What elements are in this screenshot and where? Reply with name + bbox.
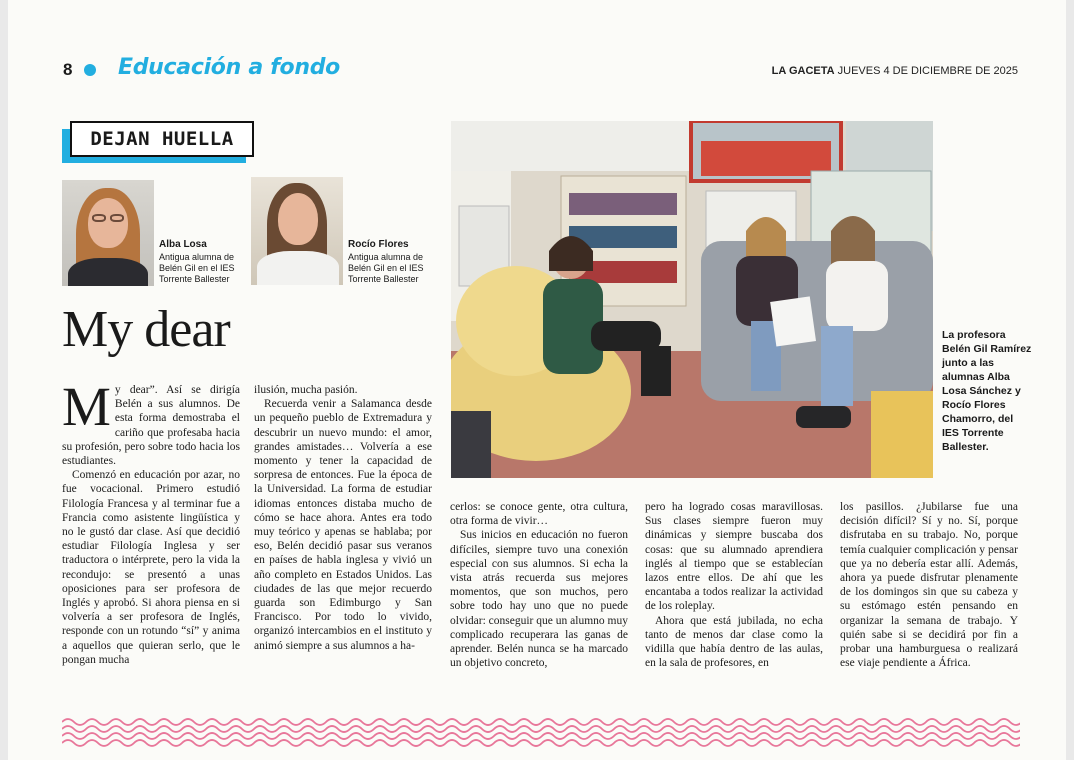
portrait-photo-rocio <box>251 177 343 285</box>
paragraph: ilusión, mucha pasión. <box>254 384 358 396</box>
paragraph: cerlos: se conoce gente, otra cultura, otra forma de vivir… <box>450 501 628 528</box>
portrait-photo-alba <box>62 180 154 286</box>
paragraph: Recuerda venir a Salamanca desde un pequeño pueblo de Extremadura y descubrir un nuevo mundo: el amor, grandes amistades… Volvería a ese momento y tener la capacidad de sorpresa de entonces. Fue la época de la Universidad. La forma de estudiar idiomas entonces distaba mucho de cómo se hace ahora. Antes era todo muy teórico y apenas se hablaba; por eso, Belén decidió pasar sus veranos en países de habla inglesa y vivió un año completo en Estados Unidos. Las ciudades de las que mejor recuerdo guarda son Edimburgo y San Francisco. Por todo lo vivido, organizó intercambios en el instituto y animó siempre a sus alumnos a ha- <box>254 398 432 652</box>
drop-cap: M <box>62 376 111 437</box>
paragraph: pero ha logrado cosas maravillosas. Sus clases siempre fueron muy dinámicas y siempre buscaba dos cosas: que su alumnado aprendiera inglés al tiempo que se establecían lazos entre ellos. De ahí que les encantaba a todos realizar la actividad de los roleplay. <box>645 501 823 613</box>
paragraph: Comenzó en educación por azar, no fue vocacional. Primero estudió Filología Francesa y al terminar fue a Francia como asistente lingüística y no le gustó dar clase. Así que decidió estudiar Filología Inglesa y ser traductora o intérprete, pero la vida la recondujo: se presentó a unas oposiciones para ser profesora de Inglés y aprobó. Si ahora piensa en si volvería a ser profesora de Inglés, responde con un rotundo “sí” y anima a aquellos que quieran serlo, que le pongan mucha <box>62 469 240 666</box>
newspaper-page <box>8 0 1066 760</box>
paragraph-text: y dear”. Así se dirigía Belén a sus alumnos. De esta forma demostraba el cariño que profesaba hacia su profesión, pero sobre todo hacia los estudiantes. <box>62 384 240 468</box>
section-title: Educación a fondo <box>118 55 340 80</box>
face-shape <box>278 193 318 245</box>
sweater-shape <box>68 258 148 286</box>
face-shape <box>88 198 128 248</box>
issue-date: JUEVES 4 DE DICIEMBRE DE 2025 <box>837 65 1018 77</box>
classroom-scene-image <box>451 121 933 478</box>
masthead <box>772 65 1018 77</box>
article-column-2 <box>254 383 432 653</box>
portrait-name: Alba Losa <box>159 239 207 250</box>
portrait-description: Antigua alumna de Belén Gil en el IES Torrente Ballester <box>348 252 424 284</box>
sweater-shape <box>257 251 339 285</box>
glasses-icon <box>92 214 106 222</box>
portrait-name: Rocío Flores <box>348 239 409 250</box>
paragraph <box>62 376 240 468</box>
article-column-3 <box>450 500 628 670</box>
paragraph: Sus inicios en educación no fueron difíciles, siempre tuvo una conexión especial con sus alumnos. Si echa la vista atrás recuerda sus mejores momentos, que son muchos, pero sobre todo hay uno que no puede olvidar: conseguir que un alumno muy complicado recuperara las ganas de aprender. Belén nunca se ha marcado un objetivo concreto, <box>450 529 628 670</box>
paragraph: Ahora que está jubilada, no echa tanto de menos dar clase como la vidilla que había dentro de las aulas, en la sala de profesores, en <box>645 614 823 670</box>
page-number: 8 <box>63 60 73 79</box>
article-column-4 <box>645 500 823 670</box>
article-column-1 <box>62 376 240 667</box>
bullet-dot-icon <box>84 64 96 76</box>
portrait-description: Antigua alumna de Belén Gil en el IES Torrente Ballester <box>159 252 235 284</box>
headline: My dear <box>62 301 230 358</box>
paragraph: los pasillos. ¿Jubilarse fue una decisión difícil? Sí y no. Sí, porque disfrutaba en su trabajo. No, porque temía cualquier complicación y pensar que ya no debería estar allí. Además, ahora ya puede disfrutar plenamente de los domingos sin que su cabeza y su estómago estén pensando en organizar la semana de trabajo. Y quién sabe si se decidirá por fin a probar una hamburguesa o realizará ese viaje pendiente a África. <box>840 501 1018 670</box>
glasses-icon <box>110 214 124 222</box>
main-photo <box>451 121 933 478</box>
column-badge: DEJAN HUELLA <box>70 121 254 157</box>
newspaper-name: LA GACETA <box>771 65 835 77</box>
photo-caption: La profesora Belén Gil Ramírez junto a las alumnas Alba Losa Sánchez y Rocío Flores Chamorro, del IES Torrente Ballester. <box>942 329 1032 453</box>
article-column-5 <box>840 500 1018 670</box>
decorative-wave-band <box>62 716 1020 748</box>
